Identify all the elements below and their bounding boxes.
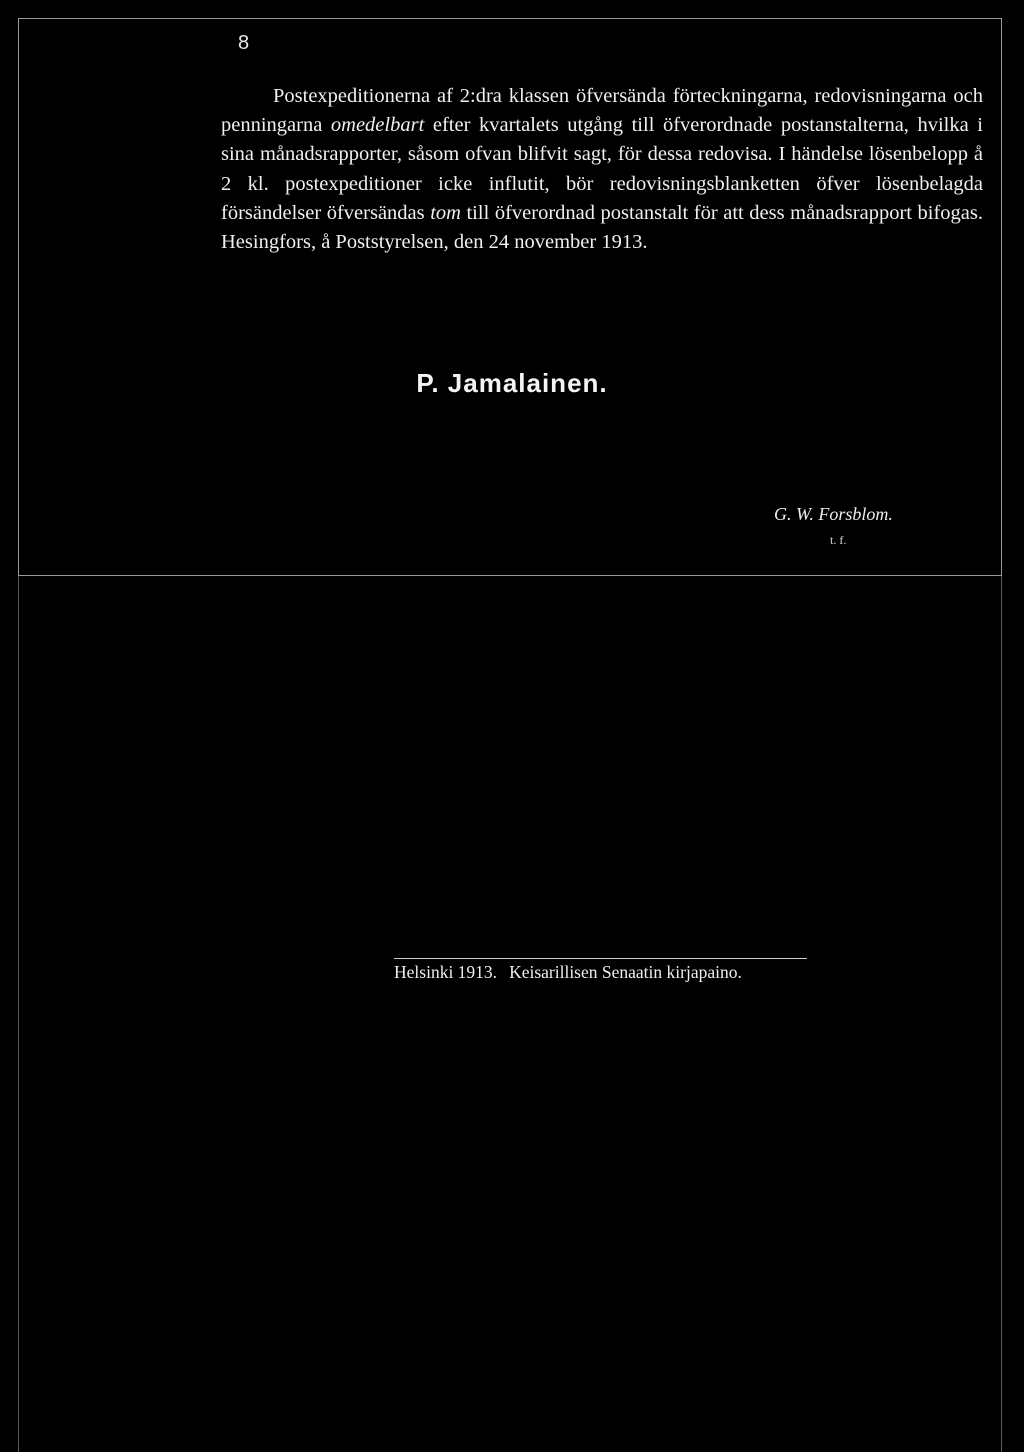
- countersignature-title: t. f.: [830, 533, 847, 547]
- imprint-printer: Keisarillisen Senaatin kirjapaino.: [509, 962, 742, 982]
- body-paragraph: [221, 82, 983, 257]
- printer-imprint: [394, 962, 742, 983]
- main-signature: P. Jamalainen.: [416, 368, 608, 398]
- body-emphasis-omedelbart: omedelbart: [330, 114, 425, 137]
- body-emphasis-tom: tom: [430, 201, 461, 224]
- body-text-part-1: Postexpeditionerna af 2:dra klassen öfversända förteckningarna, redovisningarna och penningarna: [221, 85, 983, 137]
- imprint-place-year: Helsinki 1913.: [394, 962, 498, 982]
- countersignature-name: G. W. Forsblom.: [774, 504, 893, 524]
- lower-frame: [18, 576, 1002, 1452]
- imprint-rule: [394, 958, 807, 959]
- body-text-part-2: efter kvartalets utgång till öfverordnade postanstalterna, hvilka i sina månadsrapporter, såsom ofvan blifvit sagt, för dessa redovisa. I händelse lösenbelopp å 2 kl. postexpeditioner icke influtit, bör redovisningsblanketten öfver lösenbelagda försändelser öfversändas: [221, 114, 984, 224]
- page-number: 8: [238, 32, 250, 54]
- body-text-part-3: till öfverordnad postanstalt för att dess månadsrapport bifogas. Hesingfors, å Poststyrelsen, den 24 november 1913.: [221, 201, 983, 254]
